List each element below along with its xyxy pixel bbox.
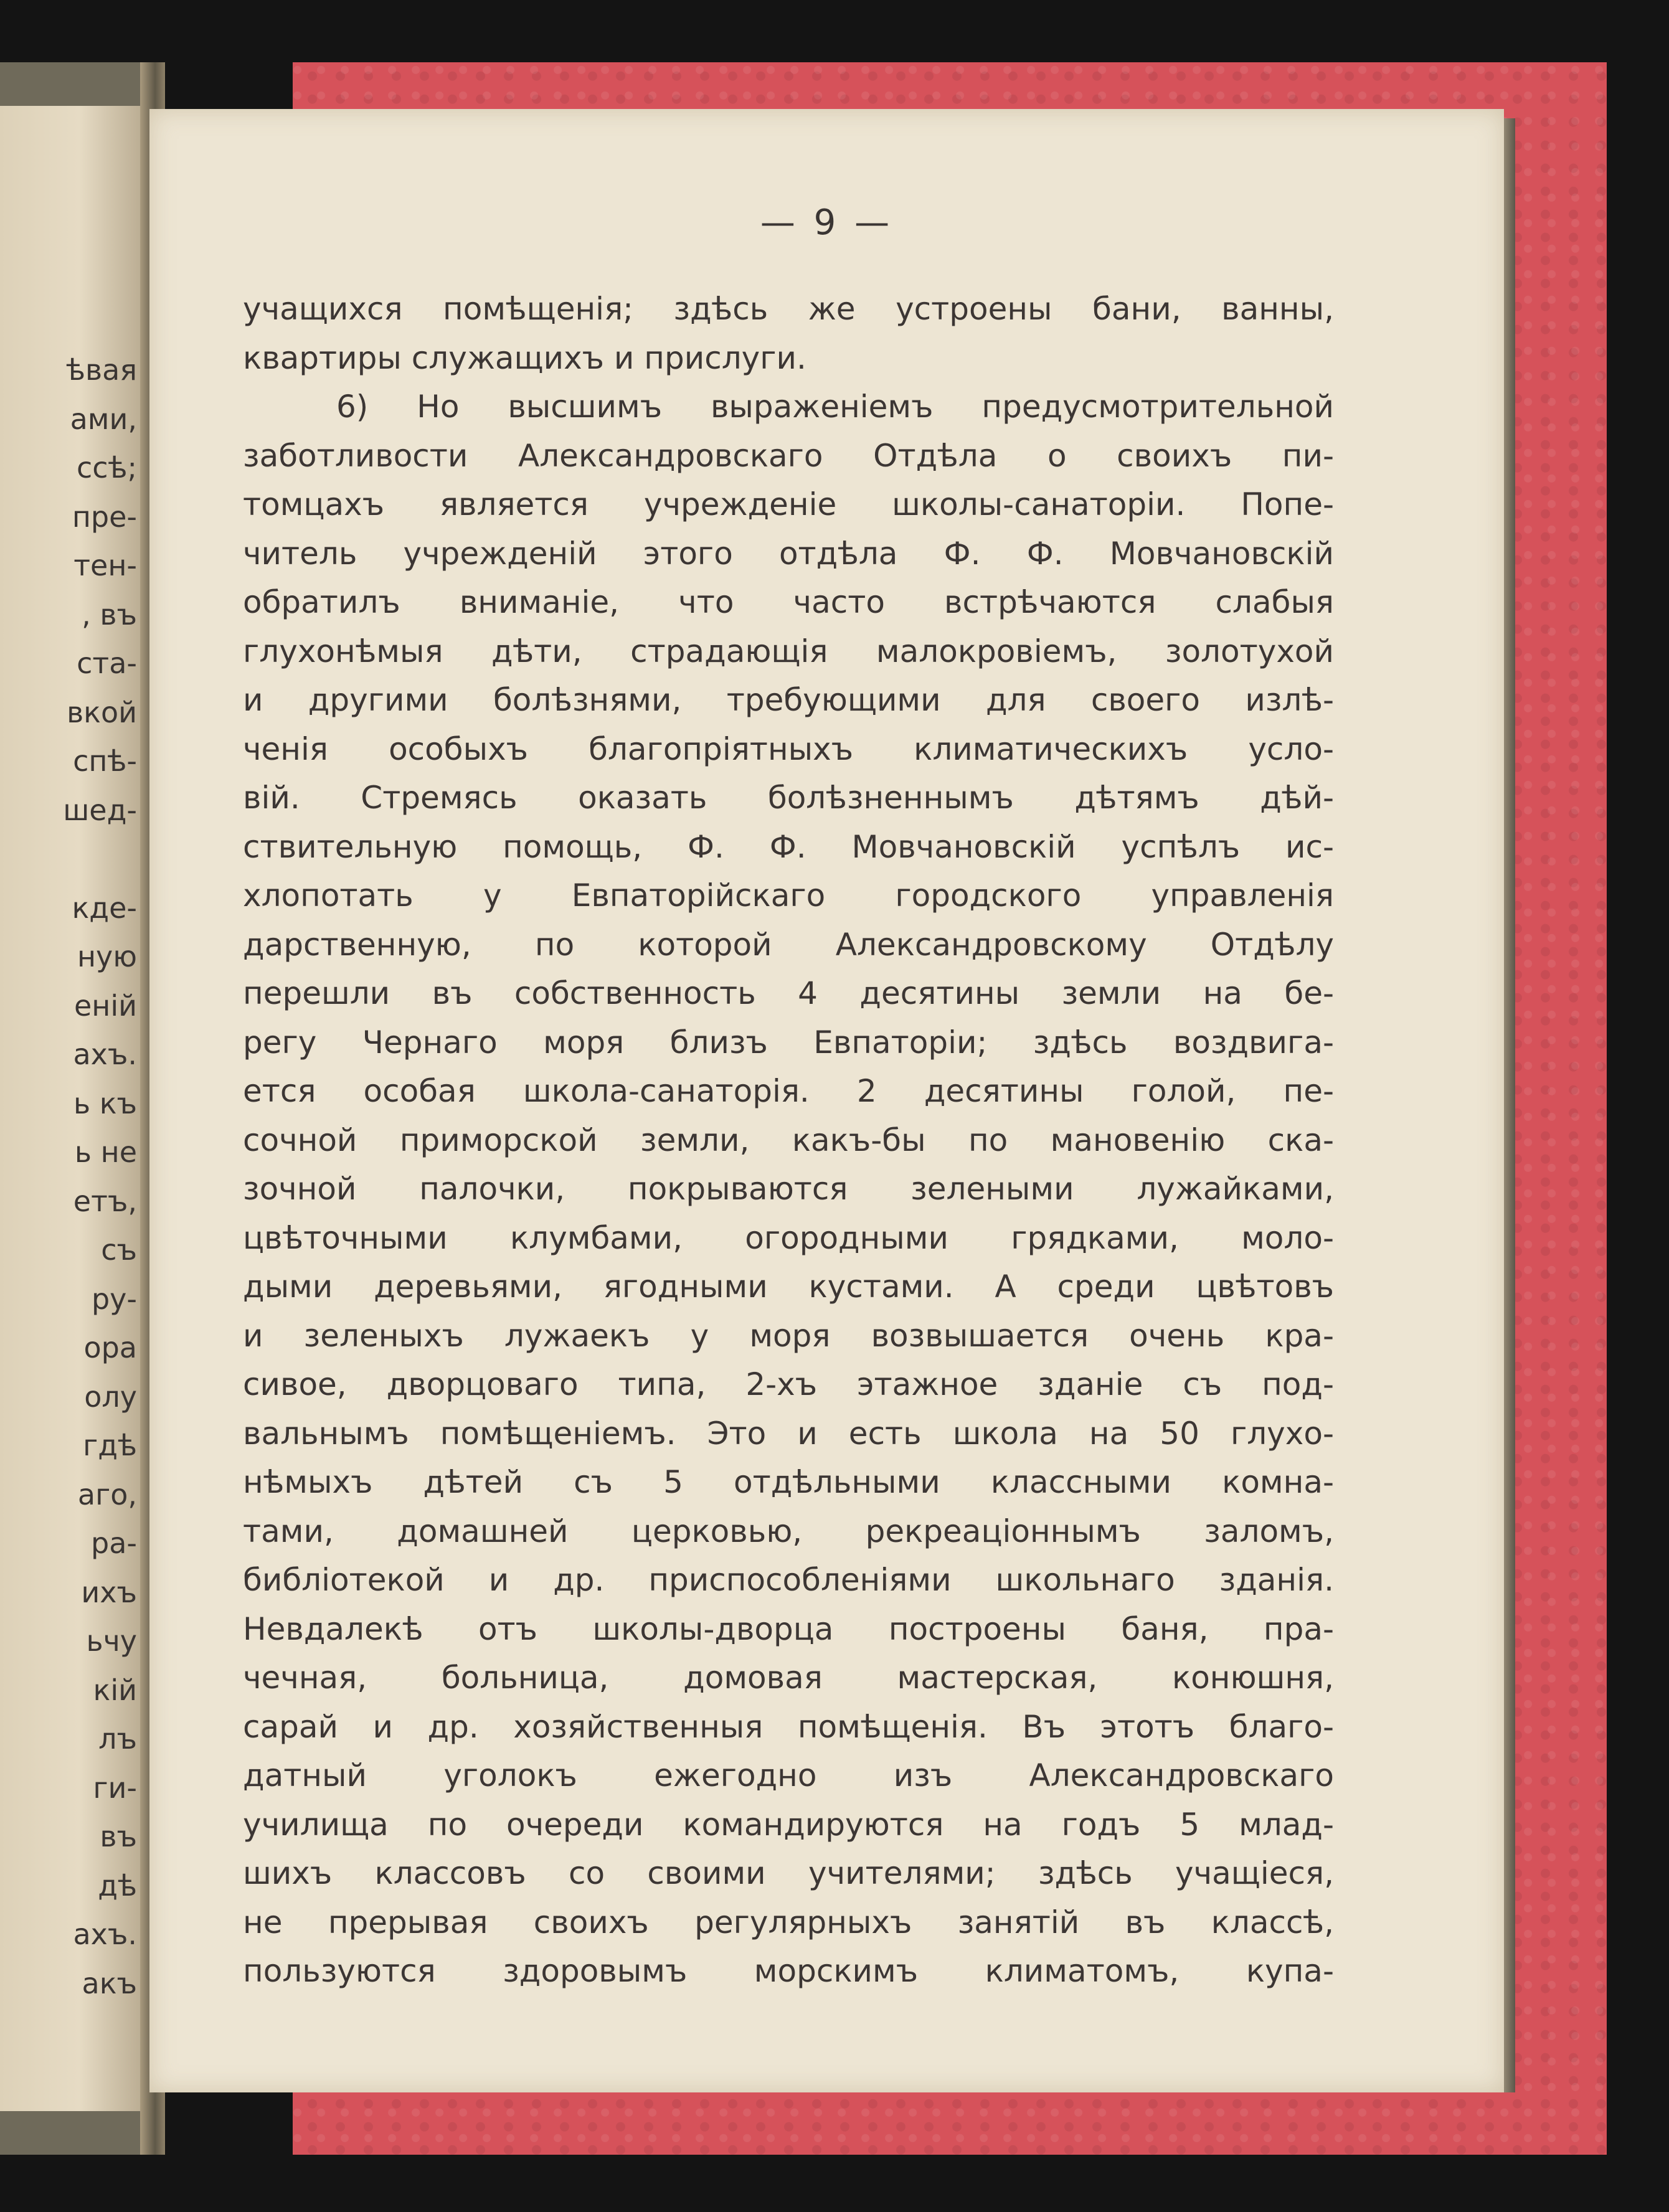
text-line: и другими болѣзнями, требующими для своего излѣ- [243, 682, 1334, 718]
left-line: ста- [77, 646, 137, 680]
text-line: чечная, больница, домовая мастерская, конюшня, [243, 1660, 1334, 1696]
left-line: спѣ- [73, 744, 137, 778]
left-line: ѣвая [66, 353, 137, 387]
text-line: регу Чернаго моря близъ Евпаторіи; здѣсь воздвига- [243, 1024, 1334, 1061]
text-line: ется особая школа-санаторія. 2 десятины голой, пе- [243, 1073, 1334, 1109]
left-line: вкой [67, 695, 137, 729]
text-line: цвѣточными клумбами, огородными грядками, моло- [243, 1219, 1334, 1256]
left-line: акъ [82, 1966, 137, 2000]
left-line: ихъ [81, 1575, 137, 1609]
text-line: хлопотать у Евпаторійскаго городского управленія [243, 877, 1334, 914]
left-line: ахъ. [73, 1917, 137, 1951]
text-line: училища по очереди командируются на годъ 5 млад- [243, 1806, 1334, 1843]
left-line: етъ, [73, 1184, 137, 1218]
left-line: еній [73, 988, 137, 1023]
text-line: учащихся помѣщенія; здѣсь же устроены бани, ванны, [243, 291, 1334, 327]
text-line: дыми деревьями, ягодными кустами. А среди цвѣтовъ [243, 1269, 1334, 1305]
text-line: и зеленыхъ лужаекъ у моря возвышается очень кра- [243, 1317, 1334, 1354]
text-line: заботливости Александровскаго Отдѣла о своихъ пи- [243, 437, 1334, 474]
text-line: шихъ классовъ со своими учителями; здѣсь учащіеся, [243, 1855, 1334, 1891]
text-line: сивое, дворцоваго типа, 2-хъ этажное зданіе съ под- [243, 1366, 1334, 1402]
text-line: глухонѣмыя дѣти, страдающія малокровіемъ, золотухой [243, 633, 1334, 669]
text-line: Невдалекѣ отъ школы-дворца построены баня, пра- [243, 1610, 1334, 1647]
left-line: гдѣ [83, 1429, 137, 1462]
left-line: лъ [98, 1722, 137, 1756]
left-line: ахъ. [73, 1037, 137, 1071]
text-line: тами, домашней церковью, рекреаціоннымъ заломъ, [243, 1513, 1334, 1549]
left-line: ра- [91, 1526, 137, 1560]
left-line: пре- [72, 499, 137, 534]
left-line: шед- [63, 793, 137, 827]
left-line: , въ [82, 597, 137, 631]
left-line: ьчу [86, 1624, 137, 1658]
text-line: обратилъ вниманіе, что часто встрѣчаются слабыя [243, 584, 1334, 620]
left-line: ь не [74, 1135, 137, 1169]
left-line: ссѣ; [77, 451, 137, 484]
text-line: не прерывая своихъ регулярныхъ занятій въ классѣ, [243, 1904, 1334, 1940]
text-line: нѣмыхъ дѣтей съ 5 отдѣльными классными комна- [243, 1464, 1334, 1500]
text-line: пользуются здоровымъ морскимъ климатомъ, купа- [243, 1953, 1334, 1989]
left-line: ами, [70, 402, 137, 436]
text-line: дарственную, по которой Александровскому Отдѣлу [243, 926, 1334, 963]
left-line [63, 834, 137, 884]
left-line: олу [84, 1379, 137, 1414]
text-line: читель учрежденій этого отдѣла Ф. Ф. Мовчановскій [243, 535, 1334, 572]
left-line: ора [83, 1331, 137, 1364]
text-line: сарай и др. хозяйственныя помѣщенія. Въ этотъ благо- [243, 1708, 1334, 1745]
left-line: ную [77, 940, 137, 973]
left-line: аго, [77, 1477, 137, 1511]
page-text [243, 285, 1334, 1996]
text-line: перешли въ собственность 4 десятины земли на бе- [243, 975, 1334, 1011]
left-line: кій [93, 1673, 137, 1707]
left-line: дѣ [98, 1868, 137, 1902]
book-page [149, 109, 1504, 2092]
left-line: тен- [73, 549, 137, 582]
text-line: томцахъ является учрежденіе школы-санаторіи. Попе- [243, 486, 1334, 522]
text-line: сочной приморской земли, какъ-бы по мановенію ска- [243, 1122, 1334, 1158]
text-line: 6) Но высшимъ выраженіемъ предусмотрительной [336, 389, 1334, 425]
text-line: зочной палочки, покрываются зелеными лужайками, [243, 1171, 1334, 1207]
left-line: ру- [91, 1282, 137, 1316]
left-line: въ [100, 1820, 137, 1853]
binding-board [0, 2111, 144, 2155]
text-line: вій. Стремясь оказать болѣзненнымъ дѣтямъ дѣй- [243, 780, 1334, 816]
left-line: ь къ [73, 1086, 137, 1120]
text-line: датный уголокъ ежегодно изъ Александровскаго [243, 1757, 1334, 1794]
binding-board [0, 62, 144, 106]
left-line: ги- [93, 1770, 137, 1805]
text-line: библіотекой и др. приспособленіями школьнаго зданія. [243, 1562, 1334, 1598]
left-page [0, 62, 144, 2155]
left-line: съ [101, 1233, 137, 1267]
left-page-text [63, 346, 137, 2008]
left-line: кде- [72, 891, 137, 925]
page-number: — 9 — [760, 202, 894, 243]
text-line: ствительную помощь, Ф. Ф. Мовчановскій успѣлъ ис- [243, 828, 1334, 865]
text-line: вальнымъ помѣщеніемъ. Это и есть школа на 50 глухо- [243, 1415, 1334, 1452]
text-line: ченія особыхъ благопріятныхъ климатическихъ усло- [243, 730, 1334, 767]
text-line: квартиры служащихъ и прислуги. [243, 339, 806, 376]
